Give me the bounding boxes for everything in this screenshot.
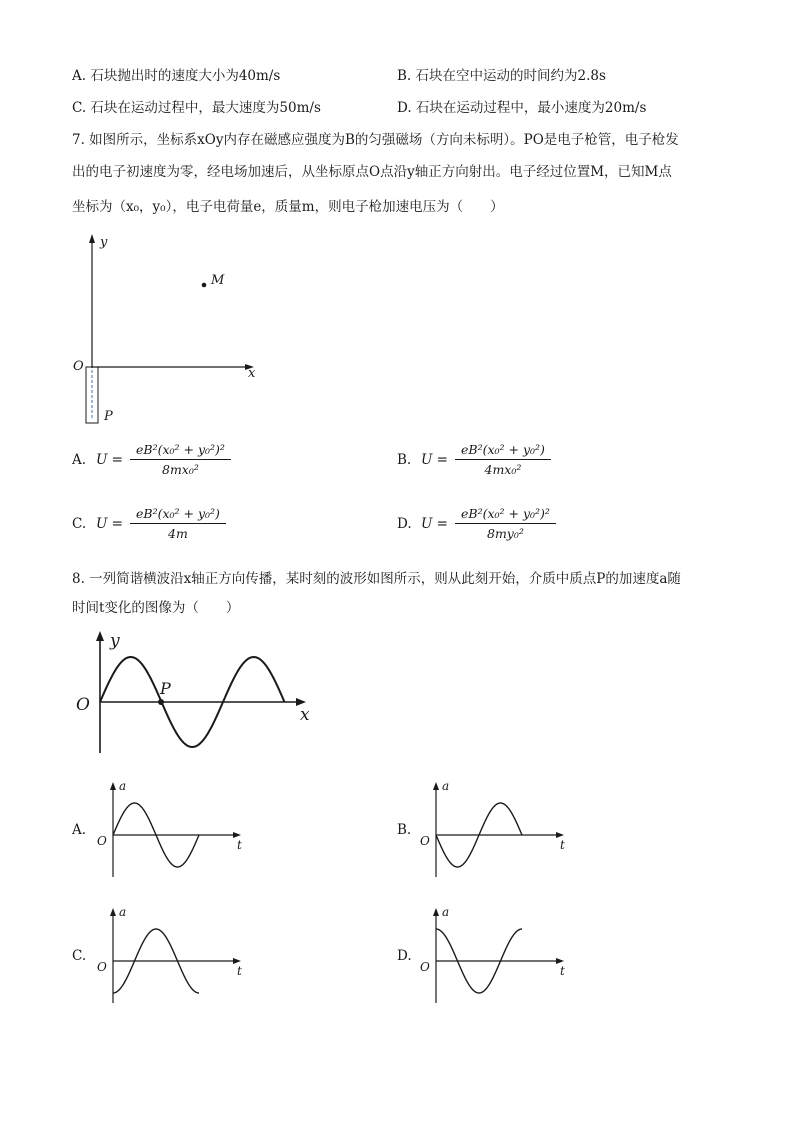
q7-option-a-u: U = xyxy=(96,451,123,468)
origin-label: O xyxy=(420,960,430,974)
q8-option-d-label: D. xyxy=(397,948,412,964)
q8-option-b-label: B. xyxy=(397,822,412,838)
q7-option-d-denominator: 8my₀² xyxy=(487,526,524,541)
a-axis-arrow xyxy=(433,908,439,916)
q7-stem-line2: 出的电子初速度为零，经电场加速后，从坐标原点O点沿y轴正方向射出。电子经过位置M，已知M点 xyxy=(72,164,672,180)
q7-p-label: P xyxy=(104,409,113,424)
q7-figure xyxy=(70,230,270,430)
q8-option-c-label: C. xyxy=(72,948,87,964)
q8-option-c-graph xyxy=(95,904,245,1009)
q8-option-b-graph xyxy=(418,778,568,883)
q7-option-c-denominator: 4m xyxy=(168,526,188,541)
q8-stem-line2: 时间t变化的图像为（ ） xyxy=(72,600,240,616)
q6-option-a: A. 石块抛出时的速度大小为40m/s xyxy=(72,68,281,84)
q6-option-d: D. 石块在运动过程中，最小速度为20m/s xyxy=(397,100,647,116)
t-axis-label: t xyxy=(560,838,565,852)
q7-option-a-label: A. xyxy=(72,451,87,468)
q8-y-label: y xyxy=(110,631,120,651)
q7-option-c-label: C. xyxy=(72,515,87,532)
q7-option-b-numerator: eB²(x₀² + y₀²) xyxy=(455,442,551,460)
q7-stem-line1: 7. 如图所示，坐标系xOy内存在磁感应强度为B的匀强磁场（方向未标明）。PO是电子枪管，电子枪发 xyxy=(72,132,679,148)
q7-option-b-fraction xyxy=(455,442,551,477)
q7-option-c-u: U = xyxy=(96,515,123,532)
t-axis-label: t xyxy=(237,964,242,978)
t-axis-label: t xyxy=(237,838,242,852)
a-axis-arrow xyxy=(110,782,116,790)
q8-x-label: x xyxy=(300,705,310,725)
a-axis-arrow xyxy=(110,908,116,916)
q8-option-a-label: A. xyxy=(72,822,87,838)
q8-origin-label: O xyxy=(76,695,90,715)
q7-option-d-u: U = xyxy=(421,515,448,532)
a-axis-label: a xyxy=(119,905,127,919)
q8-option-d-graph xyxy=(418,904,568,1009)
q7-option-b xyxy=(397,442,551,477)
origin-label: O xyxy=(97,960,107,974)
q7-option-d-numerator: eB²(x₀² + y₀²)² xyxy=(455,506,556,524)
q6-option-b: B. 石块在空中运动的时间约为2.8s xyxy=(397,68,606,84)
q7-option-a-denominator: 8mx₀² xyxy=(162,462,199,477)
q8-option-a-graph xyxy=(95,778,245,883)
q7-option-b-u: U = xyxy=(421,451,448,468)
q7-option-a-numerator: eB²(x₀² + y₀²)² xyxy=(130,442,231,460)
q6-option-c: C. 石块在运动过程中，最大速度为50m/s xyxy=(72,100,321,116)
q7-option-c xyxy=(72,506,226,541)
q7-option-c-fraction xyxy=(130,506,226,541)
q7-option-a xyxy=(72,442,231,477)
q7-y-label: y xyxy=(100,235,108,250)
q8-stem-line1: 8. 一列简谐横波沿x轴正方向传播，某时刻的波形如图所示，则从此刻开始，介质中质点P的加速度a随 xyxy=(72,571,681,587)
a-axis-label: a xyxy=(119,779,127,793)
point-p xyxy=(158,699,164,705)
a-axis-label: a xyxy=(442,905,450,919)
origin-label: O xyxy=(420,834,430,848)
q7-option-b-denominator: 4mx₀² xyxy=(484,462,522,477)
q7-option-a-fraction xyxy=(130,442,231,477)
t-axis-label: t xyxy=(560,964,565,978)
q7-option-c-numerator: eB²(x₀² + y₀²) xyxy=(130,506,226,524)
q7-option-d-fraction xyxy=(455,506,556,541)
q7-origin-label: O xyxy=(73,359,84,374)
origin-label: O xyxy=(97,834,107,848)
point-m xyxy=(202,283,207,288)
q7-m-label: M xyxy=(211,273,225,288)
q8-wave-figure xyxy=(70,628,320,758)
q7-x-label: x xyxy=(248,366,256,381)
q7-stem-line3: 坐标为（x₀，y₀），电子电荷量e，质量m，则电子枪加速电压为（ ） xyxy=(72,199,504,215)
a-axis-label: a xyxy=(442,779,450,793)
q7-option-b-label: B. xyxy=(397,451,412,468)
q7-option-d-label: D. xyxy=(397,515,412,532)
a-axis-arrow xyxy=(433,782,439,790)
q8-p-label: P xyxy=(160,679,171,698)
q7-option-d xyxy=(397,506,556,541)
